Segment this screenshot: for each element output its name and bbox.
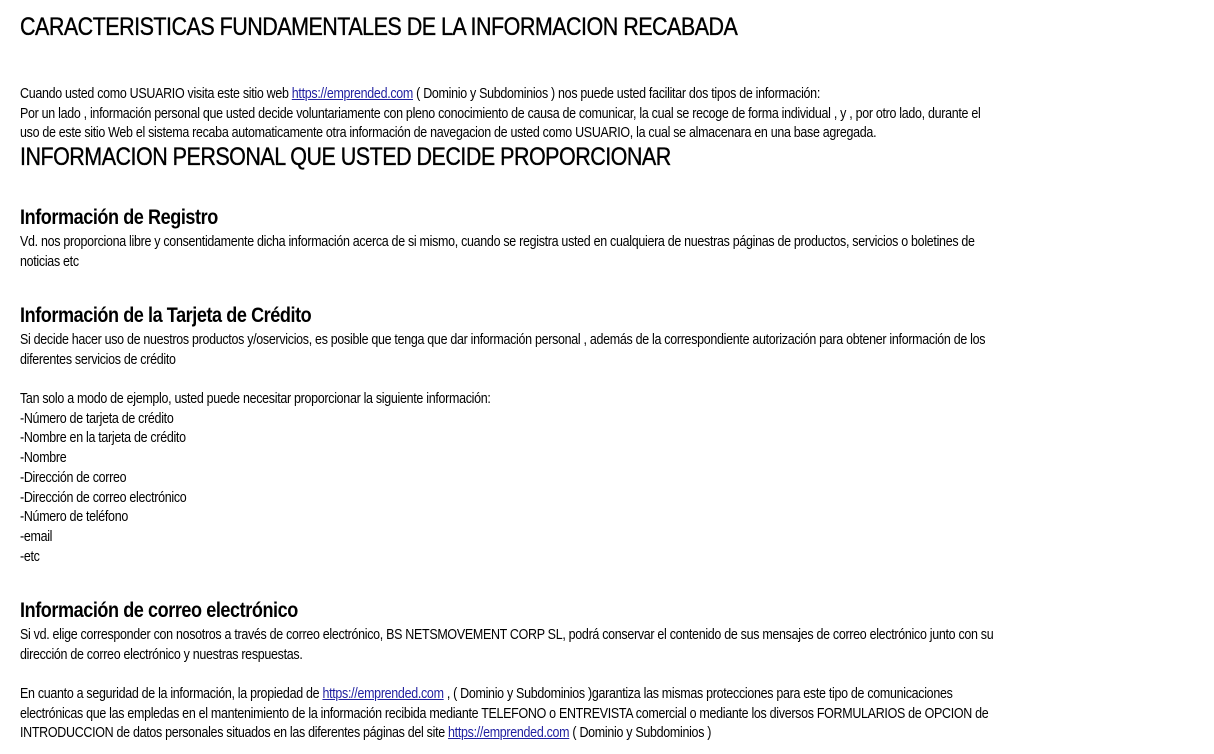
list-item: -Número de teléfono <box>20 509 128 526</box>
security-paragraph <box>20 685 1181 744</box>
security-line-2: electrónicas que las empledas en el mantenimiento de la información recibida mediante TELEFONO o ENTREVISTA comercial o mediante los diversos FORMULARIOS de OPCION de <box>20 705 989 722</box>
tarjeta-example-block <box>20 390 1181 567</box>
site-link[interactable]: https://emprended.com <box>448 725 570 742</box>
tarjeta-example-intro: Tan solo a modo de ejemplo, usted puede necesitar proporcionar la siguiente información: <box>20 391 491 407</box>
personal-info-title: INFORMACION PERSONAL QUE USTED DECIDE PROPORCIONAR <box>20 143 671 171</box>
correo-line-1: Si vd. elige corresponder con nosotros a través de correo electrónico, BS NETSMOVEMENT CORP SL, podrá conservar el contenido de sus mensajes de correo electrónico junto con su <box>20 627 994 643</box>
registro-paragraph <box>20 233 1181 272</box>
main-title: CARACTERISTICAS FUNDAMENTALES DE LA INFORMACION RECABADA <box>20 13 738 41</box>
tarjeta-heading: Información de la Tarjeta de Crédito <box>20 304 312 327</box>
list-item: -email <box>20 528 53 545</box>
site-link[interactable]: https://emprended.com <box>291 86 414 102</box>
correo-line-2: dirección de correo electrónico y nuestras respuestas. <box>20 646 303 663</box>
list-item: -Dirección de correo electrónico <box>20 489 187 506</box>
list-item: -etc <box>20 548 40 565</box>
tarjeta-line-2: diferentes servicios de crédito <box>20 351 176 368</box>
intro-paragraph <box>20 85 1181 144</box>
site-link[interactable]: https://emprended.com <box>322 686 444 702</box>
registro-line-2: noticias etc <box>20 253 79 270</box>
intro-line-3: uso de este sitio Web el sistema recaba automaticamente otra información de navegacion de usted como USUARIO, la cual se almacenara en una base agregada. <box>20 125 877 142</box>
intro-line-1: Cuando usted como USUARIO visita este sitio web https://emprended.com ( Dominio y Subdominios ) nos puede usted facilitar dos tipos de información: <box>20 86 820 102</box>
correo-paragraph <box>20 626 1181 665</box>
tarjeta-paragraph <box>20 331 1181 370</box>
list-item: -Número de tarjeta de crédito <box>20 410 174 427</box>
security-line-1: En cuanto a seguridad de la información, la propiedad de https://emprended.com , ( Dominio y Subdominios )garantiza las mismas protecciones para este tipo de comunicaciones <box>20 686 953 702</box>
list-item: -Nombre <box>20 450 67 467</box>
registro-line-1: Vd. nos proporciona libre y consentidamente dicha información acerca de si mismo, cuando se registra usted en cualquiera de nuestras páginas de productos, servicios o boletines de <box>20 234 975 250</box>
list-item: -Dirección de correo <box>20 469 127 486</box>
list-item: -Nombre en la tarjeta de crédito <box>20 430 186 447</box>
registro-heading: Información de Registro <box>20 206 218 229</box>
intro-line-2: Por un lado , información personal que usted decide voluntariamente con pleno conocimiento de causa de comunicar, la cual se recoge de forma individual , y , por otro lado, durante el <box>20 105 981 122</box>
tarjeta-line-1: Si decide hacer uso de nuestros productos y/oservicios, es posible que tenga que dar información personal , además de la correspondiente autorización para obtener información de los <box>20 332 986 348</box>
correo-heading: Información de correo electrónico <box>20 599 298 622</box>
security-line-3: INTRODUCCION de datos personales situados en las diferentes páginas del site https://emprended.com ( Dominio y Subdominios ) <box>20 725 712 742</box>
